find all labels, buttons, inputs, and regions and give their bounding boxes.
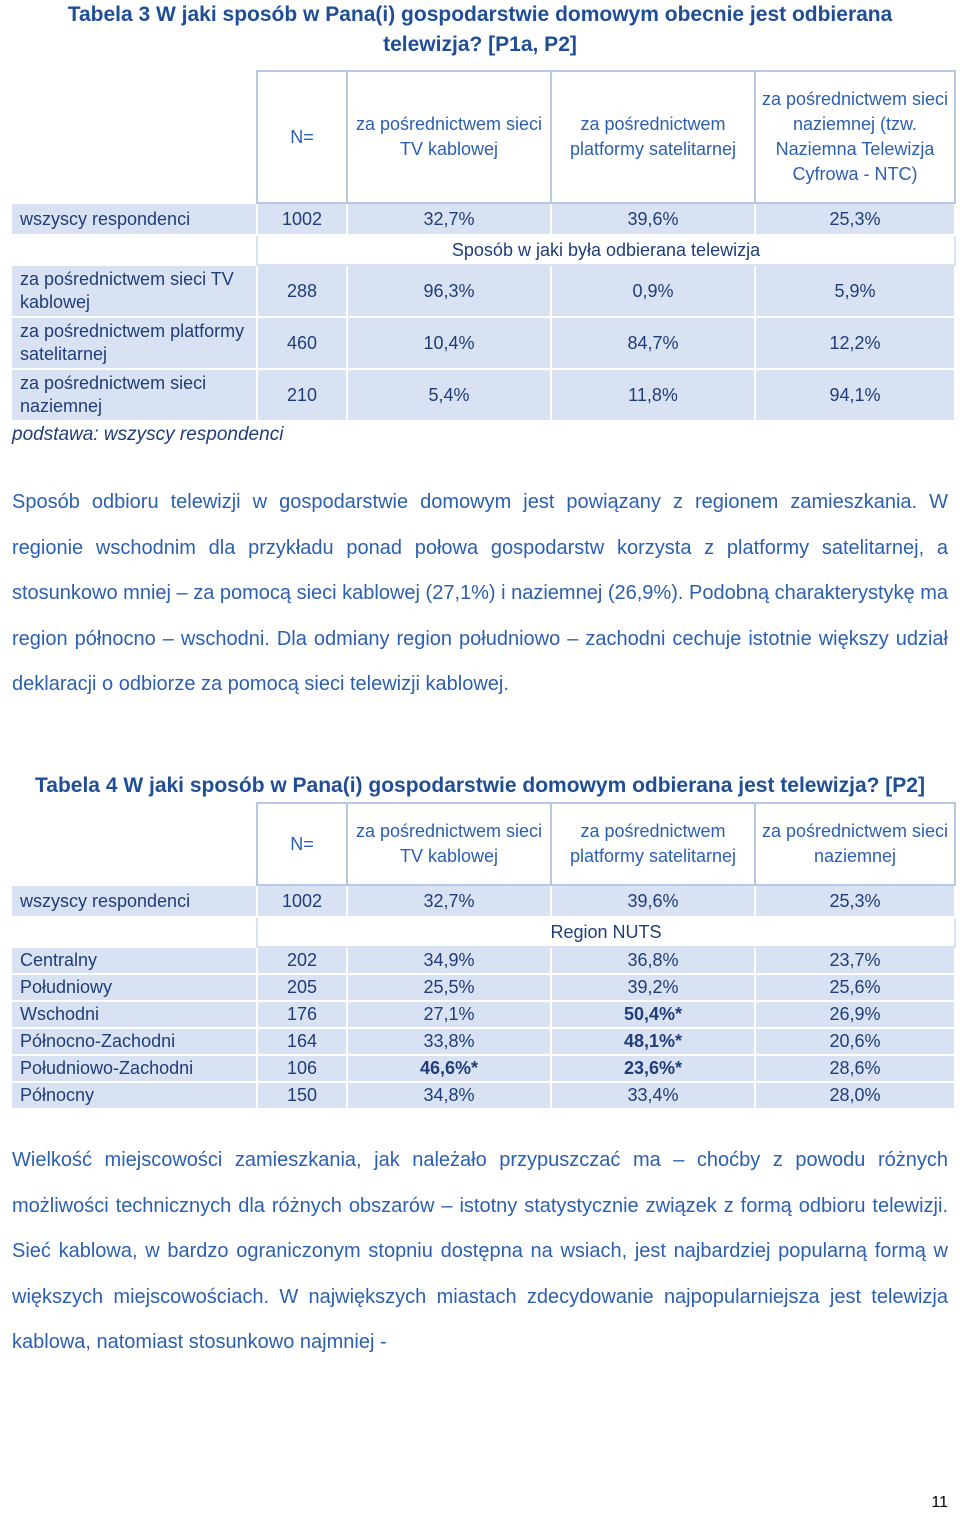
table4-section-empty xyxy=(11,917,257,947)
cell-cable: 5,4% xyxy=(347,369,551,421)
row-label: Południowo-Zachodni xyxy=(11,1055,257,1082)
cell-n: 176 xyxy=(257,1001,347,1028)
table4-row xyxy=(11,1055,955,1082)
cell-cable: 32,7% xyxy=(347,885,551,917)
table4-header-satellite: za pośrednictwem platformy satelitarnej xyxy=(551,803,755,885)
cell-n: 205 xyxy=(257,974,347,1001)
table3-section-label: Sposób w jaki była odbierana telewizja xyxy=(257,235,955,265)
table3-title: Tabela 3 W jaki sposób w Pana(i) gospodarstwie domowym obecnie jest odbierana telewizja? [P1a, P2] xyxy=(67,3,893,56)
cell-cable: 25,5% xyxy=(347,974,551,1001)
table4-header-n: N= xyxy=(257,803,347,885)
cell-satellite: 36,8% xyxy=(551,947,755,974)
cell-n: 150 xyxy=(257,1082,347,1109)
cell-satellite: 11,8% xyxy=(551,369,755,421)
table4-row xyxy=(11,1082,955,1109)
table4-row xyxy=(11,947,955,974)
table3-header-cable: za pośrednictwem sieci TV kablowej xyxy=(347,71,551,203)
cell-cable: 34,9% xyxy=(347,947,551,974)
cell-terrestrial: 25,3% xyxy=(755,885,955,917)
cell-n: 1002 xyxy=(257,203,347,235)
cell-terrestrial: 28,0% xyxy=(755,1082,955,1109)
table3-source-note: podstawa: wszyscy respondenci xyxy=(12,424,284,445)
cell-n: 164 xyxy=(257,1028,347,1055)
table3 xyxy=(10,70,956,422)
cell-n: 202 xyxy=(257,947,347,974)
row-label: Południowy xyxy=(11,974,257,1001)
table4-title: Tabela 4 W jaki sposób w Pana(i) gospodarstwie domowym odbierana jest telewizja? [P2] xyxy=(35,774,925,797)
table4-header-terrestrial: za pośrednictwem sieci naziemnej xyxy=(755,803,955,885)
cell-cable: 33,8% xyxy=(347,1028,551,1055)
table4 xyxy=(10,802,956,1110)
cell-n: 106 xyxy=(257,1055,347,1082)
cell-terrestrial: 5,9% xyxy=(755,265,955,317)
cell-n: 460 xyxy=(257,317,347,369)
cell-cable: 32,7% xyxy=(347,203,551,235)
row-label: Wschodni xyxy=(11,1001,257,1028)
table3-row xyxy=(11,369,955,421)
paragraph-2: Wielkość miejscowości zamieszkania, jak należało przypuszczać ma – choćby z powodu różnych możliwości technicznych dla różnych obszarów – istotny statystycznie związek z formą odbioru telewizji. Sieć kablowa, w bardzo ograniczonym stopniu dostępna na wsiach, jest najbardziej popularną formą w większych miejscowościach. W największych miastach zdecydowanie najpopularniejsza jest telewizja kablowa, natomiast stosunkowo najmniej - xyxy=(12,1149,948,1353)
cell-n: 288 xyxy=(257,265,347,317)
cell-terrestrial: 25,6% xyxy=(755,974,955,1001)
table3-row-all xyxy=(11,203,955,235)
cell-terrestrial: 26,9% xyxy=(755,1001,955,1028)
row-label: wszyscy respondenci xyxy=(11,885,257,917)
paragraph-1: Sposób odbioru telewizji w gospodarstwie domowym jest powiązany z regionem zamieszkania. W regionie wschodnim dla przykładu ponad połowa gospodarstw korzysta z platformy satelitarnej, a stosunkowo mniej – za pomocą sieci kablowej (27,1%) i naziemnej (26,9%). Podobną charakterystykę ma region północno – wschodni. Dla odmiany region południowo – zachodni cechuje istotnie większy udział deklaracji o odbiorze za pomocą sieci telewizji kablowej. xyxy=(12,491,949,695)
cell-cable: 27,1% xyxy=(347,1001,551,1028)
cell-terrestrial: 25,3% xyxy=(755,203,955,235)
cell-satellite: 33,4% xyxy=(551,1082,755,1109)
table3-header-empty xyxy=(11,71,257,203)
cell-satellite: 39,6% xyxy=(551,885,755,917)
row-label: wszyscy respondenci xyxy=(11,203,257,235)
table4-header-empty xyxy=(11,803,257,885)
cell-satellite-significant: 50,4%* xyxy=(551,1001,755,1028)
cell-satellite: 0,9% xyxy=(551,265,755,317)
table3-header-n: N= xyxy=(257,71,347,203)
cell-cable: 10,4% xyxy=(347,317,551,369)
table4-section-label: Region NUTS xyxy=(257,917,955,947)
cell-satellite: 39,6% xyxy=(551,203,755,235)
row-label: za pośrednictwem sieci TV kablowej xyxy=(11,265,257,317)
cell-terrestrial: 28,6% xyxy=(755,1055,955,1082)
page-number: 11 xyxy=(931,1494,948,1511)
table3-section-empty xyxy=(11,235,257,265)
table4-row xyxy=(11,1001,955,1028)
cell-terrestrial: 20,6% xyxy=(755,1028,955,1055)
cell-satellite-significant: 48,1%* xyxy=(551,1028,755,1055)
cell-terrestrial: 23,7% xyxy=(755,947,955,974)
table4-row-all xyxy=(11,885,955,917)
table3-row xyxy=(11,265,955,317)
cell-cable: 34,8% xyxy=(347,1082,551,1109)
cell-cable: 96,3% xyxy=(347,265,551,317)
table4-row xyxy=(11,1028,955,1055)
table4-row xyxy=(11,974,955,1001)
table3-row xyxy=(11,317,955,369)
row-label: Centralny xyxy=(11,947,257,974)
row-label: za pośrednictwem platformy satelitarnej xyxy=(11,317,257,369)
row-label: za pośrednictwem sieci naziemnej xyxy=(11,369,257,421)
table4-header-cable: za pośrednictwem sieci TV kablowej xyxy=(347,803,551,885)
cell-satellite: 84,7% xyxy=(551,317,755,369)
cell-cable-significant: 46,6%* xyxy=(347,1055,551,1082)
table3-header-terrestrial: za pośrednictwem sieci naziemnej (tzw. Naziemna Telewizja Cyfrowa - NTC) xyxy=(755,71,955,203)
cell-satellite: 39,2% xyxy=(551,974,755,1001)
cell-terrestrial: 12,2% xyxy=(755,317,955,369)
cell-terrestrial: 94,1% xyxy=(755,369,955,421)
cell-n: 1002 xyxy=(257,885,347,917)
cell-satellite-significant: 23,6%* xyxy=(551,1055,755,1082)
row-label: Północno-Zachodni xyxy=(11,1028,257,1055)
cell-n: 210 xyxy=(257,369,347,421)
table3-header-satellite: za pośrednictwem platformy satelitarnej xyxy=(551,71,755,203)
row-label: Północny xyxy=(11,1082,257,1109)
